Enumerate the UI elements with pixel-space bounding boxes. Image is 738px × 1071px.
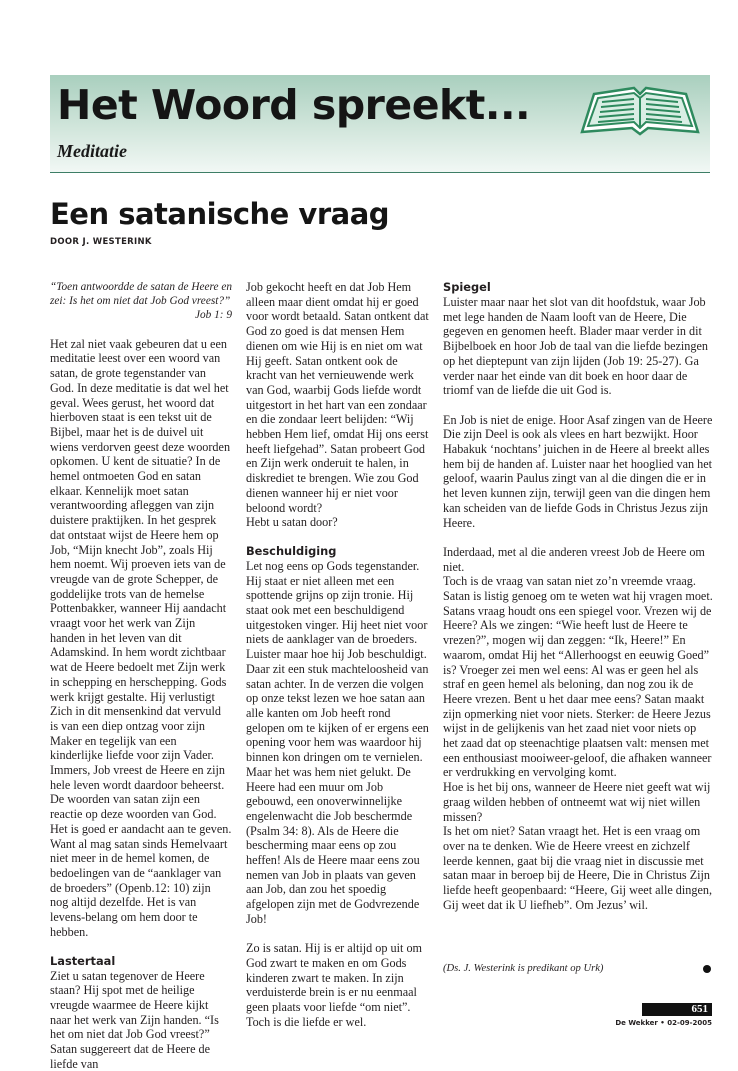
epigraph-quote: “Toen antwoordde de satan de Heere en zei: Is het om niet dat Job God vreest?”	[50, 281, 232, 307]
page-number: 651	[642, 1003, 712, 1016]
author-footnote: (Ds. J. Westerink is predikant op Urk)	[443, 963, 604, 974]
column-1	[50, 280, 232, 1071]
section-title: Het Woord spreekt...	[57, 81, 531, 129]
publication-footer: De Wekker • 02-09-2005	[615, 1019, 712, 1027]
paragraph: Let nog eens op Gods tegenstander. Hij staat er niet alleen met een spottende grijns op zijn tronie. Hij staat ook met een beschuldigend uitgestoken vinger. Hij heet niet voor niets de aanklager van de broeders. Luister maar hoe hij Job beschuldigt. Daar zit een stuk machteloosheid van satan achter. In de verzen die volgen op onze tekst lezen we hoe satan aan alle kanten om Job heeft rond gelopen om te kijken of er ergens een opening voor hem was waardoor hij binnen kon dringen om te vernielen. Maar het was hem niet gelukt. De Heere had een muur om Job gebouwd, een onoverwinnelijke engelenwacht die Job beschermde (Psalm 34: 8). Als de Heere die bescherming maar eens op zou heffen! Als de Heere maar eens zou nemen van Job in plaats van geven aan Job, dan zou het spoedig afgelopen zijn met de Godvrezende Job!	[246, 558, 429, 926]
section-heading: Beschuldiging	[246, 543, 337, 558]
paragraph: Hoe is het bij ons, wanneer de Heere niet geeft wat wij graag wilden hebben of ontneemt wat wij niet willen missen?	[443, 780, 711, 824]
paragraph: Zo is satan. Hij is er altijd op uit om God zwart te maken en om Gods kinderen zwart te maken. In zijn verduisterde brein is er nu eenmaal geen plaats voor liefde “om niet”. Toch is die liefde er wel.	[246, 941, 423, 1029]
paragraph: En Job is niet de enige. Hoor Asaf zingen van de Heere Die zijn Deel is ook als vlees en hart bezwijkt. Hoor Habakuk ‘nochtans’ juichen in de Heere al breekt alles hem bij de handen af. Luister naar het hooglied van het geloof, waarin Paulus zingt van al die dingen die er in het leven kunnen zijn, terwijl geen van die dingen hem kan scheiden van de liefde Gods in Christus Jezus zijn Heere.	[443, 412, 713, 530]
column-3	[443, 280, 713, 913]
open-book-icon	[578, 80, 702, 138]
paragraph: Inderdaad, met al die anderen vreest Job de Heere om niet.	[443, 544, 705, 574]
article-title: Een satanische vraag	[50, 197, 390, 231]
paragraph: Is het om niet? Satan vraagt het. Het is een vraag om over na te denken. Wie de Heere vreest en zichzelf leerde kennen, gaat bij die vraag niet in discussie met satan maar in beroep bij de Heere, Die in Christus Zijn liefde heeft geopenbaard: “Heere, Gij weet alle dingen, Gij weet dat ik U liefheb”. Om Jezus’ wil.	[443, 824, 713, 912]
column-2	[246, 280, 430, 1029]
paragraph: Het zal niet vaak gebeuren dat u een meditatie leest over een woord van satan, de grote tegenstander van God. In deze meditatie is dat wel het geval. Wees gerust, het woord dat hierboven staat is een tekst uit de Bijbel, maar het is de duivel uit wiens verdorven geest deze woorden opkomen. U kent de situatie? In de hemel ontmoeten God en satan elkaar. Kennelijk moet satan verantwoording afleggen van zijn duistere praktijken. In het gesprek dat ontstaat wijst de Heere hem op Job, “Mijn knecht Job”, zoals Hij hem noemt. Wij proeven iets van de vreugde van de grote Schepper, de goddelijke trots van de hemelse Pottenbakker, wanneer Hij aandacht vraagt voor het werk van Zijn handen in het leven van dit Adamskind. In hem wordt zichtbaar wat de Heere bedoelt met Zijn werk in schepping en herschepping. Gods werk krijgt gestalte. Hij verlustigt Zich in dit mensenkind dat vervuld is van een diep ontzag voor zijn Maker en tegelijk van een kinderlijke liefde voor zijn Vader. Immers, Job vreest de Heere en zijn hele leven wordt daardoor beheerst.	[50, 336, 231, 792]
section-subtitle: Meditatie	[57, 141, 127, 161]
paragraph: Job gekocht heeft en dat Job Hem alleen maar dient omdat hij er goed voor wordt betaald. Satan ontkent dat God zo goed is dat mensen Hem dienen om wie Hij is en niet om wat Hij geeft. Satan ontkent ook de kracht van het vernieuwende werk van God, waarbij Gods liefde wordt uitgestort in het hart van een zondaar en die zondaar leert belijden: “Wij hebben Hem lief, omdat Hij ons eerst heeft liefgehad”. Satan probeert God en Zijn werk onderuit te halen, in diskrediet te brengen. Wie zou God dienen wanneer hij er niet voor beloond wordt?	[246, 280, 429, 515]
banner-divider	[50, 172, 710, 173]
paragraph: Ziet u satan tegenover de Heere staan? Hij spot met de heilige vreugde waarmee de Heere kijkt naar het werk van Zijn handen. “Is het om niet dat Job God vreest?” Satan suggereert dat de Heere de liefde van	[50, 968, 219, 1071]
section-heading: Lastertaal	[50, 953, 116, 968]
paragraph: Luister maar naar het slot van dit hoofdstuk, waar Job met lege handen de Naam looft van de Heere, Die gegeven en genomen heeft. Blader maar verder in dit Bijbelboek en hoor Job de taal van die liefde bezingen op het dieptepunt van zijn lijden (Job 19: 25-27). Ga verder naar het einde van dit boek en hoor daar de triomf van de liefde die uit God is.	[443, 295, 708, 398]
paragraph: Hebt u satan door?	[246, 515, 338, 530]
epigraph-reference: Job 1: 9	[194, 309, 232, 321]
section-heading: Spiegel	[443, 280, 491, 294]
article-byline: DOOR J. WESTERINK	[50, 237, 152, 247]
paragraph: De woorden van satan zijn een reactie op deze woorden van God. Het is goed er aandacht aan te geven. Want al mag satan sinds Hemelvaart niet meer in de hemel komen, de bedoelingen van de “aanklager van de broeders” (Openb.12: 10) zijn nog altijd dezelfde. Het is van levens-belang om hem door te hebben.	[50, 792, 232, 939]
end-mark-bullet	[703, 965, 711, 973]
paragraph: Toch is de vraag van satan niet zo’n vreemde vraag. Satan is listig genoeg om te weten wat hij vragen moet. Satans vraag houdt ons een spiegel voor. Vrezen wij de Heere? Als we zingen: “Wie heeft lust de Heere te vrezen?”, mogen wij dan zeggen: “Ik, Heere!” En waarom, omdat Hij het “Allerhoogst en eeuwig Goed” is? Vroeger zei men wel eens: Al was er geen hel als straf en geen hemel als beloning, dan nog zou ik de Heere vrezen. Bent u het daar mee eens? Satan maakt zijn opmerking niet voor niets. Sterker: de Heere Jezus wijst in de gelijkenis van het zaad niet voor niets op het zaad dat op steenachtige plaatsen valt: mensen met een enthousiast mooiweer-geloof, die afhaken wanneer er verdrukking en vervolging komt.	[443, 574, 713, 780]
